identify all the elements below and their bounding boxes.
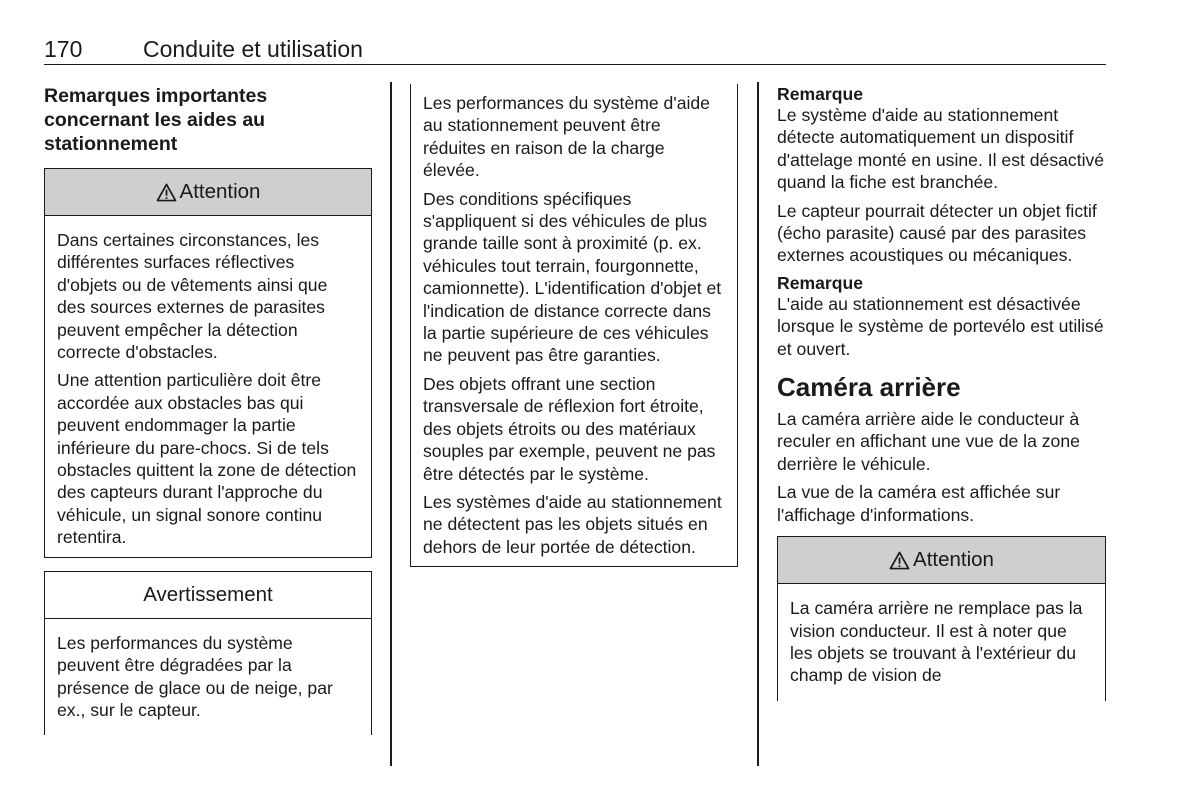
attention-box [44,168,372,558]
paragraph: Des conditions spécifiques s'appliquent si des véhicules de plus grande taille sont à proximité (p. ex. véhicules tout terrain, fourgonnette, camionnette). L'identification d'objet et l'indication de distance correcte dans la partie supérieure de ces véhicules ne peuvent pas être garanties. [423,188,722,366]
column-2 [410,84,738,567]
section-heading: Caméra arrière [777,372,961,403]
page-header [44,36,1106,65]
paragraph: Les systèmes d'aide au stationnement ne détectent pas les objets situés en dehors de leur portée de détection. [423,491,722,557]
column-divider-left [390,82,392,766]
note-label: Remarque [777,272,864,293]
warning-box-body [45,619,371,736]
attention-box-body [45,216,371,557]
attention-box-body [778,584,1105,701]
note-label: Remarque [777,84,864,104]
paragraph: La caméra arrière aide le conducteur à reculer en affichant une vue de la zone derrière le véhicule. [777,409,1080,474]
attention-paragraph: Dans certaines circonstances, les différentes surfaces réflectives d'objets ou de vêtements ainsi que des sources externes de parasites peuvent empêcher la détection correcte d'obstacles. [57,230,328,363]
attention-box [777,536,1106,701]
column-divider-right [757,82,759,766]
note-text: Le système d'aide au stationnement détecte automatiquement un dispositif d'attelage monté en usine. Il est désactivé quand la fiche est branchée. [777,105,1105,193]
warning-box [44,571,372,736]
attention-title: Attention [913,548,994,572]
attention-title: Attention [179,180,261,203]
attention-paragraph: La caméra arrière ne remplace pas la vision conducteur. Il est à noter que les objets se trouvant à l'extérieur du champ de vision de [790,598,1083,686]
paragraph: Les performances du système d'aide au stationnement peuvent être réduites en raison de la charge élevée. [423,93,710,181]
warning-box-header [45,572,371,619]
attention-box-continued [410,84,738,567]
page-number: 170 [44,36,83,62]
attention-paragraph: Une attention particulière doit être accordée aux obstacles bas qui peuvent endommager la partie inférieure du pare-chocs. Si de tels obstacles quittent la zone de détection des capteurs durant l'approche du véhicule, un signal sonore continu retentira. [57,370,357,548]
warning-title: Avertissement [143,582,273,606]
attention-box-header [45,169,371,216]
column-3 [777,84,1106,714]
paragraph: Le capteur pourrait détecter un objet fictif (écho parasite) causé par des parasites externes acoustiques ou mécaniques. [777,200,1097,266]
warning-paragraph: Les performances du système peuvent être dégradées par la présence de glace ou de neige, par ex., sur le capteur. [57,632,333,720]
column-1 [44,84,372,748]
warning-triangle-icon [156,183,177,202]
paragraph: Des objets offrant une section transversale de réflexion fort étroite, des objets étroits ou des matériaux souples par exemple, peuvent ne pas être détectés par le système. [423,373,716,484]
attention-box-header [778,537,1105,584]
warning-triangle-icon [889,551,910,570]
paragraph: La vue de la caméra est affichée sur l'affichage d'informations. [777,482,1061,525]
note-text: L'aide au stationnement est désactivée lorsque le système de portevélo est utilisé et ouvert. [777,293,1104,359]
subsection-heading: Remarques importantes concernant les aides au stationnement [44,85,268,155]
section-title: Conduite et utilisation [143,36,363,62]
